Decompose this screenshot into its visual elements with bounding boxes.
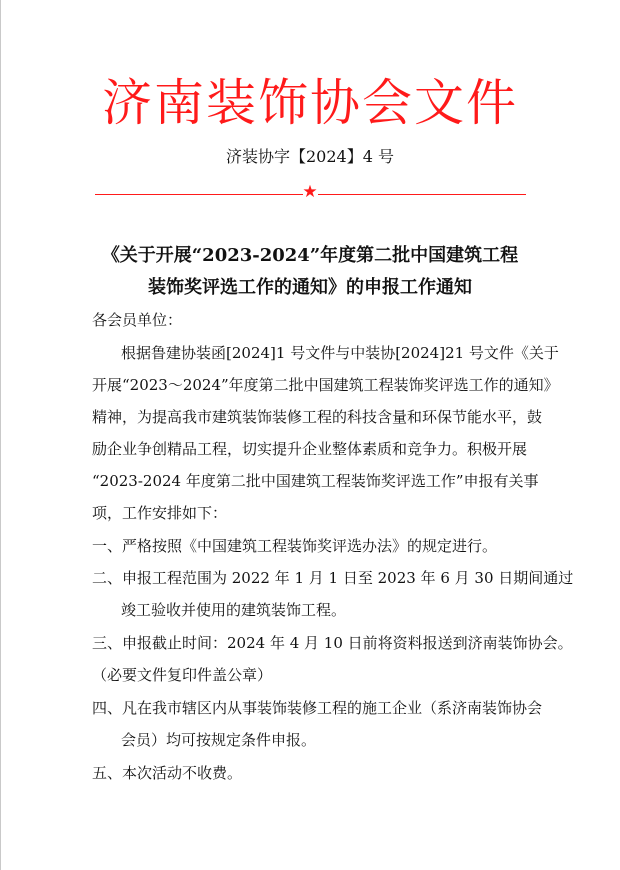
list-item-4-continued: 会员）均可按规定条件申报。 bbox=[121, 731, 317, 749]
paragraph-line-2: 开展“2023～2024”年度第二批中国建筑工程装饰奖评选工作的通知》 bbox=[92, 376, 559, 394]
paragraph-line-4: 励企业争创精品工程，切实提升企业整体素质和竞争力。积极开展 bbox=[92, 440, 528, 458]
paragraph-line-3: 精神，为提高我市建筑装饰装修工程的科技含量和环保节能水平，鼓 bbox=[92, 408, 543, 426]
list-item-2: 二、申报工程范围为 2022 年 1 月 1 日至 2023 年 6 月 30 日期间通过 bbox=[92, 569, 574, 587]
list-item-3: 三、申报截止时间：2024 年 4 月 10 日前将资料报送到济南装饰协会。 bbox=[92, 634, 573, 652]
paragraph-line-1: 根据鲁建协装函[2024]1 号文件与中装协[2024]21 号文件《关于 bbox=[121, 344, 559, 362]
red-rule-left bbox=[95, 194, 303, 195]
list-item-1: 一、严格按照《中国建筑工程装饰奖评选办法》的规定进行。 bbox=[92, 537, 498, 555]
list-item-5: 五、本次活动不收费。 bbox=[92, 764, 243, 782]
red-star-icon: ★ bbox=[302, 182, 318, 202]
list-item-2-continued: 竣工验收并使用的建筑装饰工程。 bbox=[121, 601, 347, 619]
notice-title-line-2: 装饰奖评选工作的通知》的申报工作通知 bbox=[148, 277, 472, 298]
list-item-3-note: （必要文件复印件盖公章） bbox=[92, 666, 273, 684]
paragraph-line-5: “2023-2024 年度第二批中国建筑工程装饰奖评选工作”申报有关事 bbox=[92, 472, 539, 490]
letterhead-title: 济南装饰协会文件 bbox=[102, 74, 518, 132]
paragraph-line-6: 项，工作安排如下： bbox=[92, 504, 228, 522]
document-number: 济装协字【2024】4 号 bbox=[226, 147, 394, 166]
red-rule-right bbox=[318, 194, 526, 195]
list-item-4: 四、凡在我市辖区内从事装饰装修工程的施工企业（系济南装饰协会 bbox=[92, 699, 543, 717]
notice-title-line-1: 《关于开展“2023-2024”年度第二批中国建筑工程 bbox=[101, 245, 519, 266]
salutation: 各会员单位： bbox=[92, 311, 183, 329]
